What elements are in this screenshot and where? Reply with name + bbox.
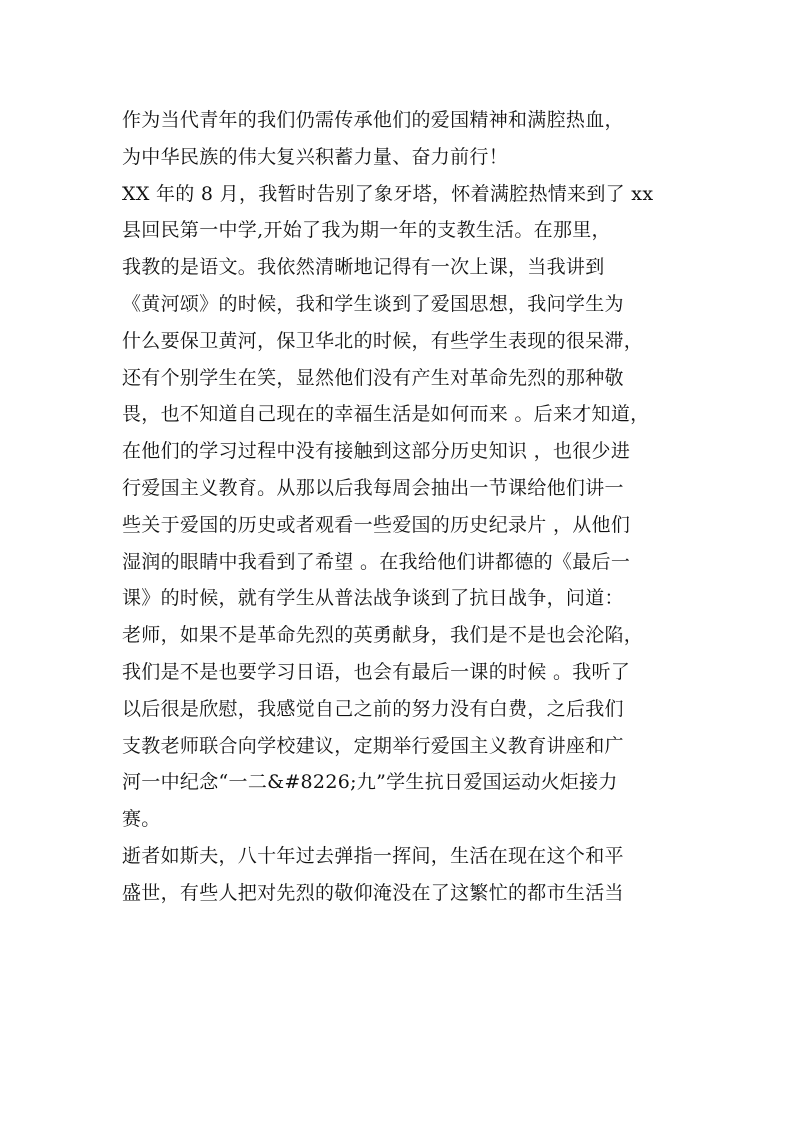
text-line: 《黄河颂》的时候，我和学生谈到了爱国思想，我问学生为	[122, 292, 624, 315]
text-line: 为中华民族的伟大复兴积蓄力量、奋力前行！	[122, 145, 509, 168]
text-line: XX 年的 8 月，我暂时告别了象牙塔，怀着满腔热情来到了 xx	[122, 182, 654, 205]
text-line: 以后很是欣慰，我感觉自己之前的努力没有白费，之后我们	[122, 697, 624, 720]
text-line: 我教的是语文。我依然清晰地记得有一次上课，当我讲到	[122, 256, 605, 279]
paragraph-1	[122, 102, 682, 176]
text-line: 什么要保卫黄河，保卫华北的时候，有些学生表现的很呆滞，	[122, 329, 644, 352]
text-line: 湿润的眼睛中我看到了希望 。在我给他们讲都德的《最后一	[122, 550, 631, 573]
text-line: 老师，如果不是革命先烈的英勇献身，我们是不是也会沦陷，	[122, 624, 644, 647]
text-line: 作为当代青年的我们仍需传承他们的爱国精神和满腔热血，	[122, 109, 624, 131]
text-line: 赛。	[122, 808, 161, 831]
text-line: 我们是不是也要学习日语，也会有最后一课的时候 。我听了	[122, 660, 631, 683]
text-line: 支教老师联合向学校建议，定期举行爱国主义教育讲座和广	[122, 734, 624, 757]
text-line: 还有个别学生在笑，显然他们没有产生对革命先烈的那种敬	[122, 366, 624, 389]
text-line: 行爱国主义教育。从那以后我每周会抽出一节课给他们讲一	[122, 476, 624, 499]
text-line: 些关于爱国的历史或者观看一些爱国的历史纪录片 ，从他们	[122, 513, 631, 536]
text-line: 课》的时候，就有学生从普法战争谈到了抗日战争，问道：	[122, 587, 624, 610]
text-line: 逝者如斯夫，八十年过去弹指一挥间，生活在现在这个和平	[122, 844, 624, 867]
text-line: 县回民第一中学,开始了我为期一年的支教生活。在那里，	[122, 219, 611, 242]
document-body	[122, 102, 682, 912]
text-line: 盛世，有些人把对先烈的敬仰淹没在了这繁忙的都市生活当	[122, 881, 624, 904]
text-line: 畏，也不知道自己现在的幸福生活是如何而来 。后来才知道，	[122, 403, 650, 426]
paragraph-3	[122, 838, 682, 912]
text-line: 河一中纪念“一二&#8226;九”学生抗日爱国运动火炬接力	[122, 771, 618, 794]
paragraph-2	[122, 176, 682, 838]
text-line: 在他们的学习过程中没有接触到这部分历史知识 ，也很少进	[122, 440, 631, 463]
